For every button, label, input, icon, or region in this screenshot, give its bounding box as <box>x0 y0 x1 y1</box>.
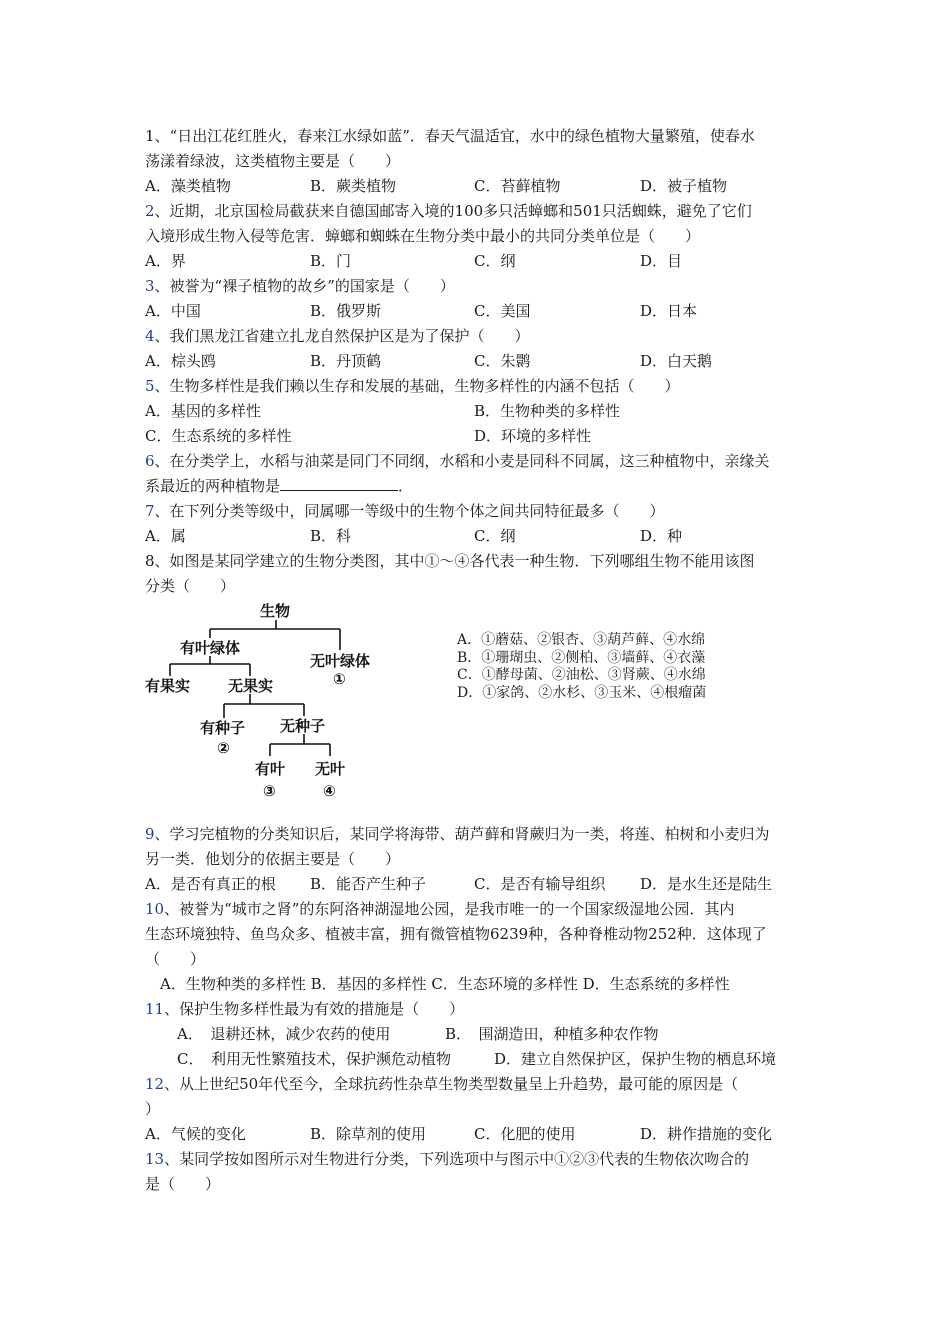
q5-option-c: C．生态系统的多样性 <box>145 427 292 445</box>
q8-option-a: A．①蘑菇、②银杏、③葫芦藓、④水绵 <box>457 632 706 648</box>
q5-option-d: D．环境的多样性 <box>474 427 592 445</box>
q2-option-a: A．界 <box>145 252 186 270</box>
node-has-chloroplast: 有叶绿体 <box>180 639 241 657</box>
q3-option-c: C．美国 <box>474 302 531 320</box>
q10-options: A．生物种类的多样性 B．基因的多样性 C．生态环境的多样性 D．生态系统的多样性 <box>160 975 730 993</box>
q2-number: 2 <box>145 202 155 220</box>
node-has-seed: 有种子 <box>200 719 246 737</box>
q5-number: 5 <box>145 377 155 395</box>
q10-line1 <box>145 899 734 919</box>
q11-text: 、保护生物多样性最为有效的措施是（ ） <box>164 1000 465 1018</box>
q2-line1 <box>145 201 752 221</box>
node-no-fruit: 无果实 <box>228 677 274 695</box>
node-label-2: ② <box>217 739 230 757</box>
q12-option-a: A．气候的变化 <box>145 1125 246 1143</box>
q3-number: 3 <box>145 277 155 295</box>
classification-diagram <box>140 596 440 814</box>
q9-line1 <box>145 824 770 844</box>
q5-text: 、生物多样性是我们赖以生存和发展的基础，生物多样性的内涵不包括（ ） <box>154 377 680 395</box>
q11-line1 <box>145 999 464 1019</box>
q4-option-b: B．丹顶鹤 <box>310 352 382 370</box>
q9-text: 、学习完植物的分类知识后，某同学将海带、葫芦藓和肾蕨归为一类，将莲、柏树和小麦归为 <box>154 825 770 843</box>
q2-option-d: D．目 <box>640 252 683 270</box>
q12-option-c: C．化肥的使用 <box>474 1125 576 1143</box>
node-no-leaf: 无叶 <box>315 760 346 778</box>
q2-line2: 入境形成生物入侵等危害．蟑螂和蜘蛛在生物分类中最小的共同分类单位是（ ） <box>145 227 701 245</box>
q6-number: 6 <box>145 452 155 470</box>
node-label-1: ① <box>333 670 346 688</box>
q1-option-d: D．被子植物 <box>640 177 728 195</box>
q5-option-b: B．生物种类的多样性 <box>474 402 621 420</box>
q4-text: 、我们黑龙江省建立扎龙自然保护区是为了保护（ ） <box>154 327 530 345</box>
q2-option-c: C．纲 <box>474 252 516 270</box>
q11-option-a: A． 退耕还林，减少农药的使用 <box>177 1025 391 1043</box>
q13-line2: 是（ ） <box>145 1175 221 1193</box>
node-organisms: 生物 <box>260 602 291 620</box>
q12-number: 12 <box>145 1075 165 1093</box>
q8-option-b: B．①珊瑚虫、②侧柏、③墙藓、④衣藻 <box>457 649 706 666</box>
q11-number: 11 <box>145 1000 165 1018</box>
q6-text2: 系最近的两种植物是 <box>145 477 281 495</box>
q2-text: 、近期，北京国检局截获来自德国邮寄入境的100多只活蟑螂和501只活蜘蛛，避免了它们 <box>154 202 752 220</box>
q13-line1 <box>145 1149 749 1169</box>
q7-option-b: B．科 <box>310 527 352 545</box>
q12-line2: ） <box>145 1100 161 1118</box>
q8-options <box>457 632 706 702</box>
q4-number: 4 <box>145 327 155 345</box>
q8-line1: 8、如图是某同学建立的生物分类图，其中①～④各代表一种生物．下列哪组生物不能用该图 <box>145 552 755 570</box>
node-has-fruit: 有果实 <box>145 677 191 695</box>
q12-text: 、从上世纪50年代至今，全球抗药性杂草生物类型数量呈上升趋势，最可能的原因是（ <box>164 1075 739 1093</box>
q4-line1 <box>145 326 530 346</box>
q7-line1 <box>145 501 665 521</box>
q8-option-c: C．①酵母菌、②油松、③肾蕨、④水绵 <box>457 667 706 683</box>
q11-option-d: D．建立自然保护区，保护生物的栖息环境 <box>494 1050 777 1068</box>
q11-option-b: B． 围湖造田，种植多种农作物 <box>445 1025 659 1043</box>
q13-text: 、某同学按如图所示对生物进行分类，下列选项中与图示中①②③代表的生物依次吻合的 <box>164 1150 750 1168</box>
node-label-3: ③ <box>263 782 276 800</box>
q7-option-d: D．种 <box>640 527 683 545</box>
q8-option-d: D．①家鸽、②水杉、③玉米、④根瘤菌 <box>457 684 707 701</box>
q10-line2: 生态环境独特、鱼鸟众多、植被丰富，拥有微管植物6239种，各种脊椎动物252种．这体现了 <box>145 925 767 943</box>
q9-option-d: D．是水生还是陆生 <box>640 875 773 893</box>
q4-option-a: A．棕头鸥 <box>145 352 216 370</box>
q12-line1 <box>145 1074 738 1094</box>
q7-option-a: A．属 <box>145 527 186 545</box>
q12-option-d: D．耕作措施的变化 <box>640 1125 773 1143</box>
q5-option-a: A．基因的多样性 <box>145 402 261 420</box>
q10-line3: （ ） <box>145 950 206 968</box>
q3-text: 、被誉为“裸子植物的故乡”的国家是（ ） <box>154 277 455 295</box>
q3-option-d: D．日本 <box>640 302 698 320</box>
q5-line1 <box>145 376 680 396</box>
q6-text: 、在分类学上，水稻与油菜是同门不同纲，水稻和小麦是同科不同属，这三种植物中，亲缘关 <box>154 452 770 470</box>
q1-option-b: B．蕨类植物 <box>310 177 397 195</box>
q10-text: 、被誉为“城市之肾”的东阿洛神湖湿地公园，是我市唯一的一个国家级湿地公园．其内 <box>164 900 735 918</box>
q3-line1 <box>145 276 455 296</box>
q6-answer-blank <box>280 476 398 491</box>
q13-number: 13 <box>145 1150 165 1168</box>
q9-option-c: C．是否有输导组织 <box>474 875 606 893</box>
q1-line1: 1、“日出江花红胜火，春来江水绿如蓝”．春天气温适宜，水中的绿色植物大量繁殖，使春水 <box>145 127 755 145</box>
node-no-seed: 无种子 <box>280 717 326 735</box>
q1-option-a: A．藻类植物 <box>145 177 231 195</box>
q1-option-c: C．苔藓植物 <box>474 177 561 195</box>
q7-number: 7 <box>145 502 155 520</box>
q4-option-c: C．朱鹮 <box>474 352 531 370</box>
q7-text: 、在下列分类等级中，同属哪一等级中的生物个体之间共同特征最多（ ） <box>154 502 665 520</box>
q12-option-b: B．除草剂的使用 <box>310 1125 427 1143</box>
q1-line2: 荡漾着绿波，这类植物主要是（ ） <box>145 152 401 170</box>
q6-line1 <box>145 451 770 471</box>
node-has-leaf: 有叶 <box>255 760 286 778</box>
q11-option-c: C． 利用无性繁殖技术，保护濒危动植物 <box>177 1050 451 1068</box>
q9-line2: 另一类．他划分的依据主要是（ ） <box>145 850 401 868</box>
q6-period: ． <box>398 477 414 495</box>
node-label-4: ④ <box>323 782 336 800</box>
q9-option-b: B．能否产生种子 <box>310 875 427 893</box>
q7-option-c: C．纲 <box>474 527 516 545</box>
q8-line2: 分类（ ） <box>145 577 236 595</box>
q3-option-a: A．中国 <box>145 302 201 320</box>
q4-option-d: D．白天鹅 <box>640 352 713 370</box>
q9-number: 9 <box>145 825 155 843</box>
q3-option-b: B．俄罗斯 <box>310 302 382 320</box>
node-no-chloroplast: 无叶绿体 <box>310 652 371 670</box>
q10-number: 10 <box>145 900 165 918</box>
q9-option-a: A．是否有真正的根 <box>145 875 276 893</box>
q6-line2 <box>145 476 413 496</box>
q2-option-b: B．门 <box>310 252 352 270</box>
